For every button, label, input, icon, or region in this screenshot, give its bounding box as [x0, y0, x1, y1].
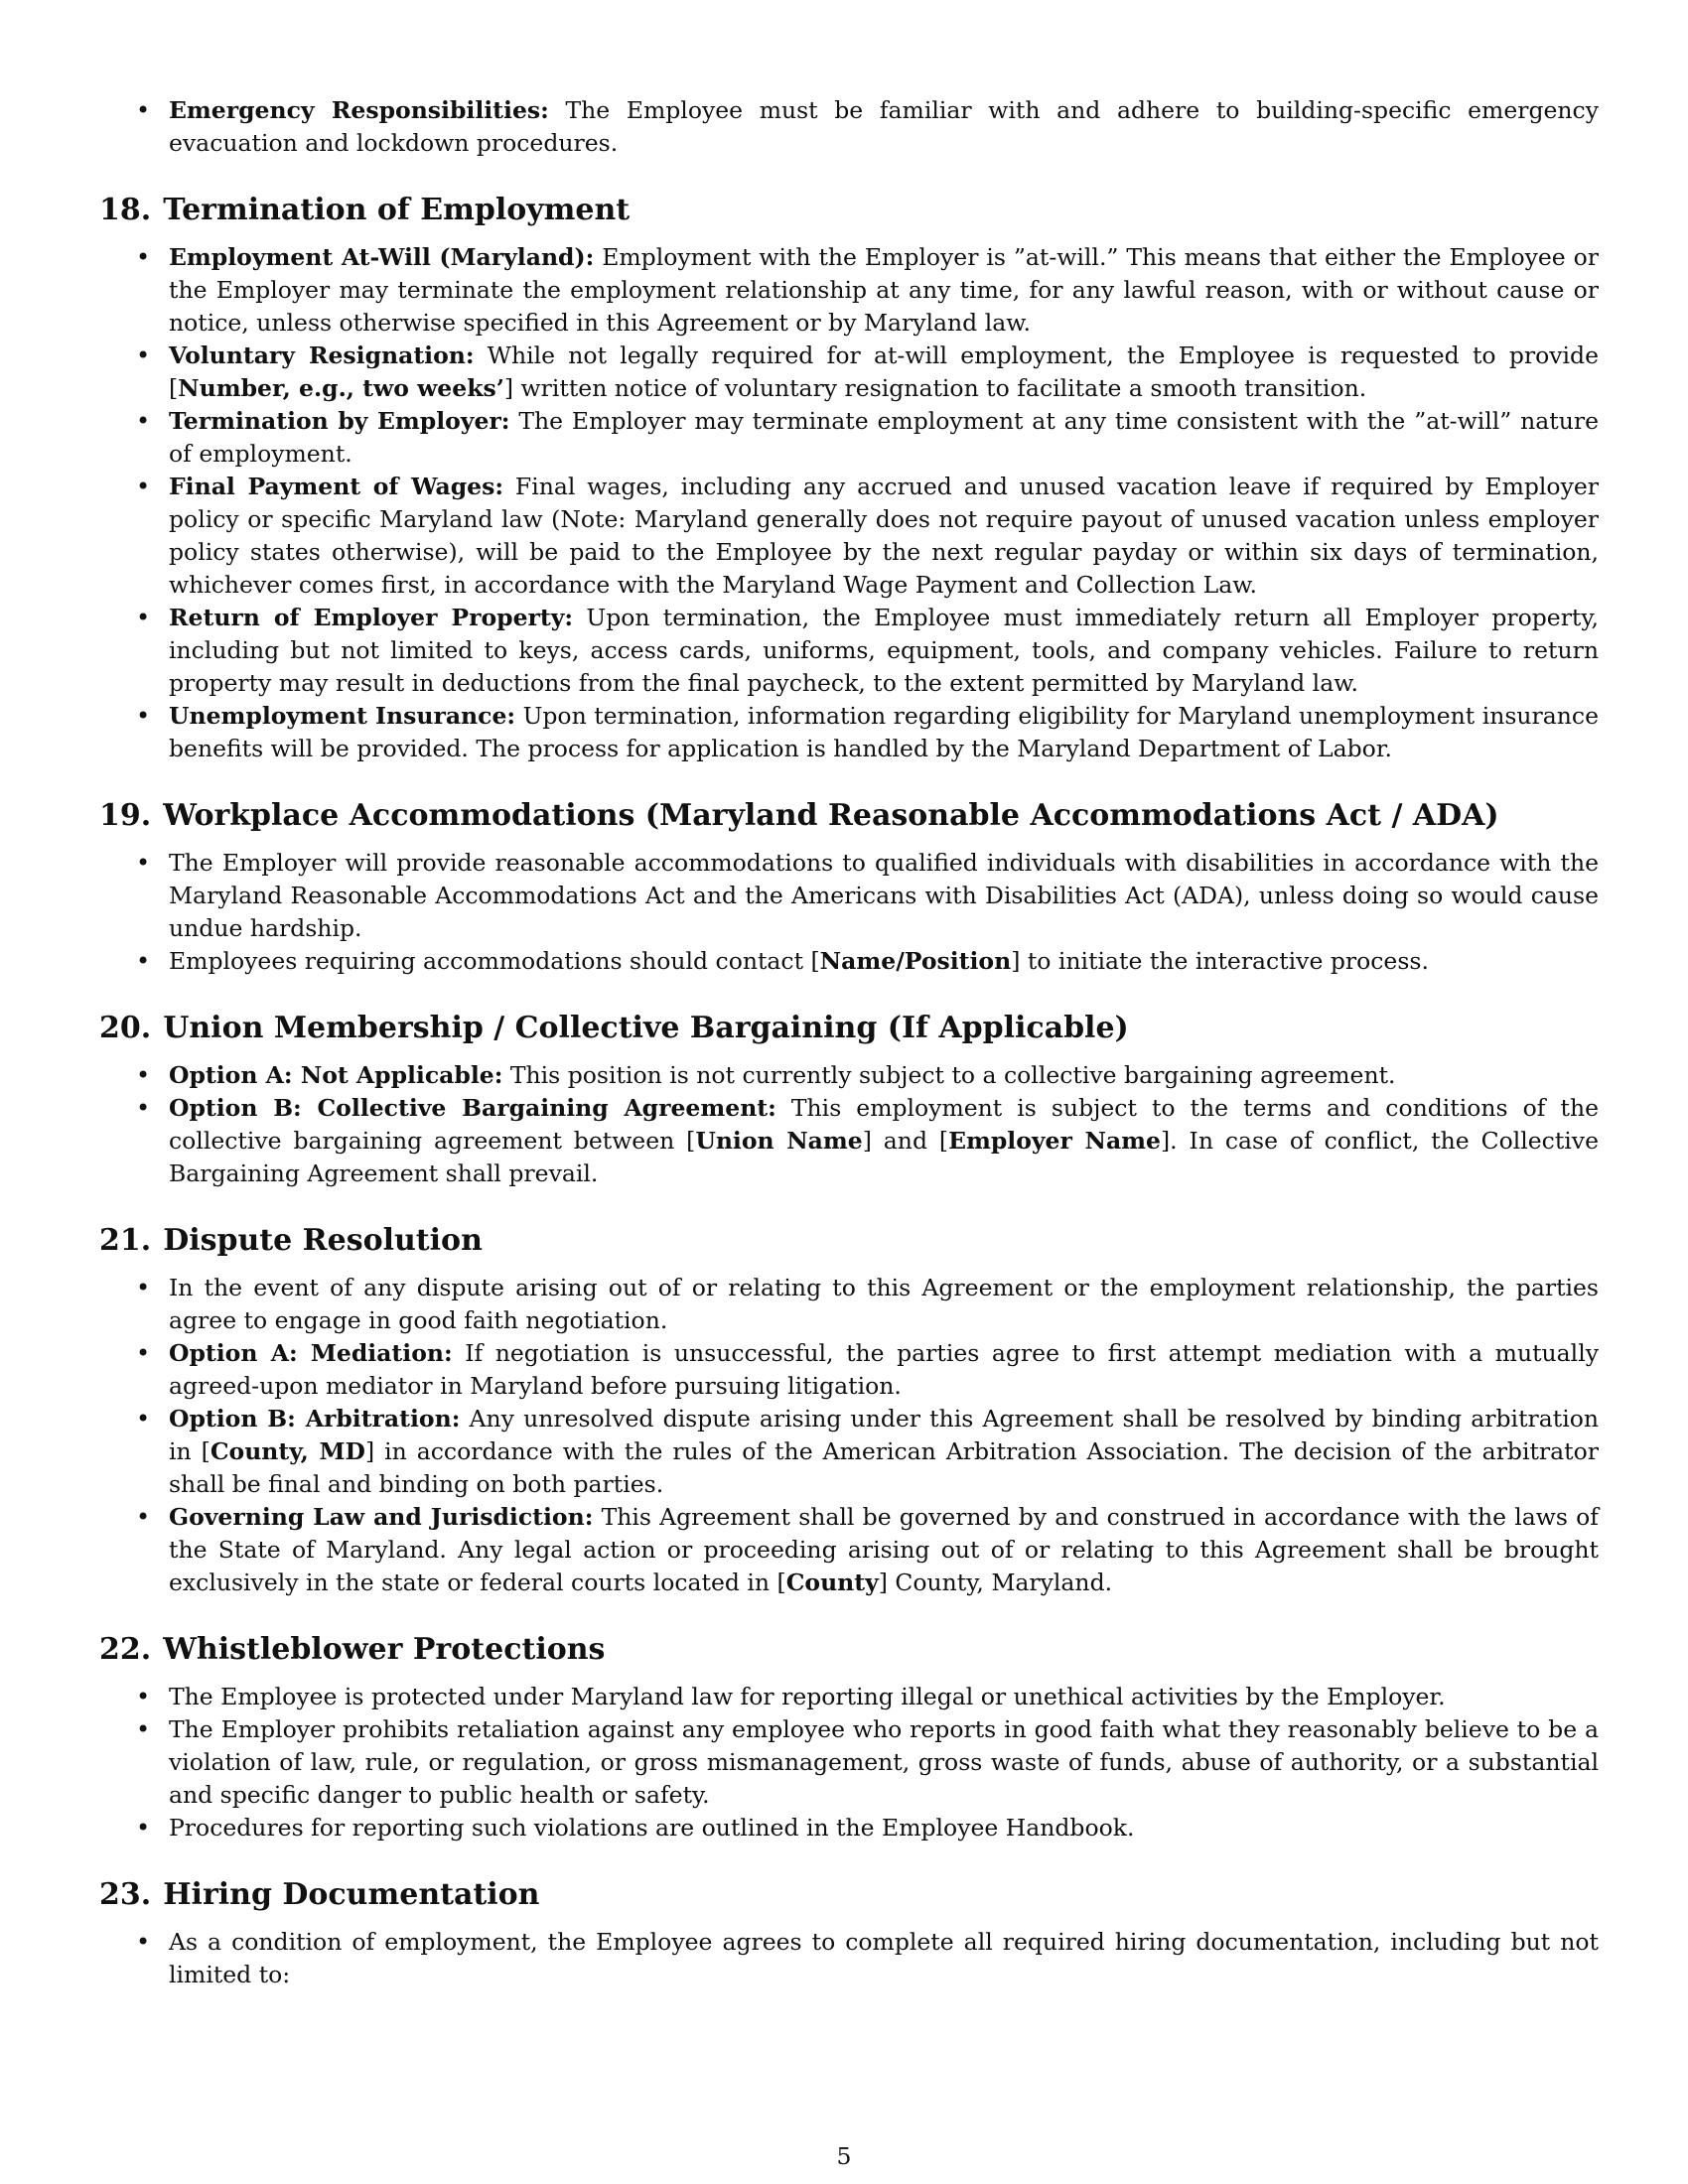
list-item — [99, 945, 1599, 978]
section-accommodations — [99, 795, 1599, 978]
bullet-icon: • — [136, 96, 151, 124]
item-label: Emergency Responsibilities: — [169, 96, 549, 124]
item-placeholder: Employer Name — [948, 1127, 1161, 1155]
list-item — [99, 471, 1599, 602]
list-item — [99, 241, 1599, 340]
section-title: Union Membership / Collective Bargaining (If Applicable) — [163, 1011, 1129, 1045]
section-number: 19. — [99, 798, 152, 833]
bullet-icon: • — [136, 947, 151, 975]
bullet-icon: • — [136, 1061, 151, 1089]
item-label: Option A: Mediation: — [169, 1339, 453, 1367]
list-item — [99, 1681, 1599, 1713]
bullet-icon: • — [136, 243, 151, 271]
item-text: ] written notice of voluntary resignation to facilitate a smooth transition. — [503, 374, 1367, 402]
section-dispute-resolution — [99, 1220, 1599, 1599]
item-label: Governing Law and Jurisdiction: — [169, 1503, 594, 1531]
item-text: Final wages, including any accrued and unused vacation leave if required by Employer policy or specific Maryland law (Note: Maryland generally does not require payout of unused vacation unless employer policy states otherwise), will be paid to the Employee by the next regular payday or within six days of termination, whichever comes first, in accordance with the Maryland Wage Payment and Collection Law. — [169, 473, 1599, 599]
list-item — [99, 847, 1599, 945]
section-title: Dispute Resolution — [163, 1223, 483, 1258]
item-text: The Employer may terminate employment at any time consistent with the ”at-will” nature of employment. — [169, 407, 1599, 468]
bullet-icon: • — [136, 341, 151, 369]
list-item — [99, 1713, 1599, 1812]
section-heading — [99, 1629, 1599, 1671]
list-item — [99, 1926, 1599, 1991]
item-text: While not legally required for at-will employment, the Employee is requested to provide [ — [169, 341, 1600, 402]
item-placeholder: Number, e.g., two weeks’ — [178, 374, 504, 402]
section-list — [99, 1059, 1599, 1190]
section-list — [99, 241, 1599, 765]
item-label: Unemployment Insurance: — [169, 702, 516, 730]
bullet-icon: • — [136, 702, 151, 730]
item-text: ] in accordance with the rules of the American Arbitration Association. The decision of the arbitrator shall be final and binding on both parties. — [169, 1437, 1600, 1498]
item-text: If negotiation is unsuccessful, the parties agree to first attempt mediation with a mutually agreed-upon mediator in Maryland before pursuing litigation. — [169, 1339, 1599, 1400]
item-text: As a condition of employment, the Employee agrees to complete all required hiring documentation, including but not limited to: — [169, 1928, 1599, 1988]
item-text: ] and [ — [862, 1127, 949, 1155]
section-heading — [99, 190, 1599, 231]
item-label: Termination by Employer: — [169, 407, 510, 435]
section-heading — [99, 1874, 1599, 1916]
list-item — [99, 1272, 1599, 1337]
section-whistleblower — [99, 1629, 1599, 1844]
section-number: 20. — [99, 1011, 152, 1045]
document-page — [99, 94, 1599, 2021]
list-item — [99, 700, 1599, 765]
bullet-icon: • — [136, 1274, 151, 1301]
bullet-icon: • — [136, 1339, 151, 1367]
list-item — [99, 405, 1599, 471]
bullet-icon: • — [136, 407, 151, 435]
item-text: Upon termination, the Employee must immediately return all Employer property, including but not limited to keys, access cards, uniforms, equipment, tools, and company vehicles. Failure to return property may result in deductions from the final paycheck, to the extent permitted by Maryland law. — [169, 604, 1599, 697]
list-item — [99, 1059, 1599, 1092]
section-termination — [99, 190, 1599, 765]
item-text: Upon termination, information regarding eligibility for Maryland unemployment insurance benefits will be provided. The process for application is handled by the Maryland Department of Labor. — [169, 702, 1599, 762]
section-heading — [99, 1220, 1599, 1262]
item-text: ] to initiate the interactive process. — [1011, 947, 1429, 975]
bullet-icon: • — [136, 1405, 151, 1433]
list-item — [99, 340, 1599, 405]
item-placeholder: Union Name — [695, 1127, 863, 1155]
bullet-icon: • — [136, 1928, 151, 1956]
list-item — [99, 1092, 1599, 1190]
item-text: ] County, Maryland. — [878, 1569, 1113, 1596]
bullet-icon: • — [136, 473, 151, 500]
section-list — [99, 1926, 1599, 1991]
list-item — [99, 1403, 1599, 1501]
section-list — [99, 1681, 1599, 1844]
bullet-icon: • — [136, 604, 151, 631]
item-text: This Agreement shall be governed by and construed in accordance with the laws of the State of Maryland. Any legal action or proceeding arising out of or relating to this Agreement shall be brought exclusively in the state or federal courts located in [ — [169, 1503, 1599, 1596]
item-label: Voluntary Resignation: — [169, 341, 475, 369]
item-text: The Employer prohibits retaliation against any employee who reports in good faith what they reasonably believe to be a violation of law, rule, or regulation, or gross mismanagement, gross waste of funds, abuse of authority, or a substantial and specific danger to public health or safety. — [169, 1715, 1599, 1809]
top-list — [99, 94, 1599, 160]
item-text: Employment with the Employer is ”at-will.” This means that either the Employee or the Employer may terminate the employment relationship at any time, for any lawful reason, with or without cause or notice, unless otherwise specified in this Agreement or by Maryland law. — [169, 243, 1600, 337]
item-label: Option B: Collective Bargaining Agreement: — [169, 1094, 776, 1122]
item-label: Return of Employer Property: — [169, 604, 574, 631]
item-placeholder: Name/Position — [819, 947, 1012, 975]
bullet-icon: • — [136, 849, 151, 877]
section-title: Termination of Employment — [163, 193, 631, 227]
bullet-icon: • — [136, 1503, 151, 1531]
item-placeholder: County, MD — [210, 1437, 365, 1465]
list-item — [99, 1501, 1599, 1599]
section-union — [99, 1008, 1599, 1190]
item-text: Procedures for reporting such violations are outlined in the Employee Handbook. — [169, 1814, 1135, 1842]
section-title: Whistleblower Protections — [163, 1632, 606, 1667]
item-label: Final Payment of Wages: — [169, 473, 503, 500]
bullet-icon: • — [136, 1094, 151, 1122]
list-item — [99, 1337, 1599, 1403]
section-title: Workplace Accommodations (Maryland Reasonable Accommodations Act / ADA) — [163, 798, 1499, 833]
section-heading — [99, 795, 1599, 837]
section-number: 22. — [99, 1632, 152, 1667]
section-number: 23. — [99, 1877, 152, 1912]
list-item — [99, 602, 1599, 700]
item-text: This employment is subject to the terms and conditions of the collective bargaining agreement between [ — [169, 1094, 1599, 1155]
section-number: 21. — [99, 1223, 152, 1258]
item-label: Option A: Not Applicable: — [169, 1061, 503, 1089]
item-text: The Employee is protected under Maryland law for reporting illegal or unethical activities by the Employer. — [169, 1683, 1446, 1710]
item-label: Employment At-Will (Maryland): — [169, 243, 595, 271]
section-list — [99, 1272, 1599, 1599]
item-text: In the event of any dispute arising out of or relating to this Agreement or the employment relationship, the parties agree to engage in good faith negotiation. — [169, 1274, 1599, 1334]
section-title: Hiring Documentation — [163, 1877, 540, 1912]
item-label: Option B: Arbitration: — [169, 1405, 461, 1433]
page-number: 5 — [836, 2142, 852, 2170]
bullet-icon: • — [136, 1814, 151, 1842]
item-text: Employees requiring accommodations should contact [ — [169, 947, 820, 975]
item-text: The Employee must be familiar with and adhere to building-specific emergency evacuation and lockdown procedures. — [169, 96, 1599, 157]
item-text: ]. In case of conflict, the Collective Bargaining Agreement shall prevail. — [169, 1127, 1599, 1187]
section-heading — [99, 1008, 1599, 1049]
item-text: Any unresolved dispute arising under this Agreement shall be resolved by binding arbitration in [ — [169, 1405, 1600, 1465]
section-list — [99, 847, 1599, 978]
item-text: This position is not currently subject to a collective bargaining agreement. — [502, 1061, 1396, 1089]
list-item — [99, 1812, 1599, 1844]
section-number: 18. — [99, 193, 152, 227]
list-item — [99, 94, 1599, 160]
bullet-icon: • — [136, 1715, 151, 1743]
section-hiring-documentation — [99, 1874, 1599, 1991]
bullet-icon: • — [136, 1683, 151, 1710]
item-text: The Employer will provide reasonable accommodations to qualified individuals with disabilities in accordance with the Maryland Reasonable Accommodations Act and the Americans with Disabilities Act (ADA), unless doing so would cause undue hardship. — [169, 849, 1599, 942]
item-placeholder: County — [785, 1569, 879, 1596]
